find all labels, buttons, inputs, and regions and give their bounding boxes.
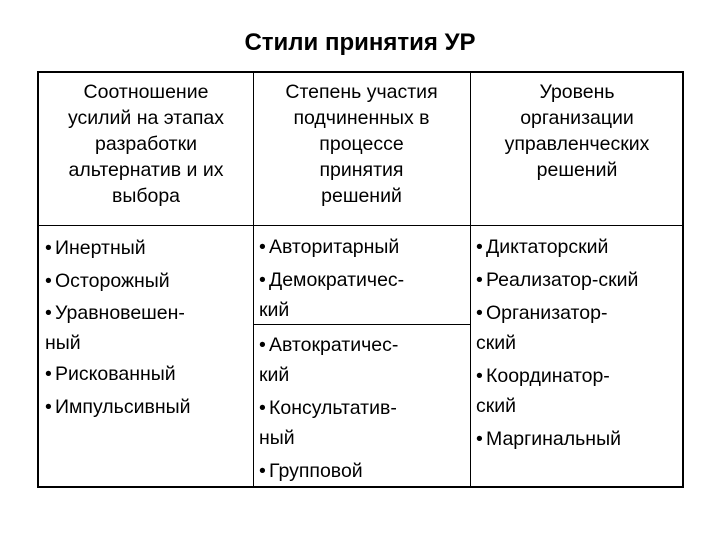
list-item: • Организатор- ский — [476, 302, 608, 354]
header-divider — [39, 225, 682, 226]
header-participation: Степень участия подчиненных в процессе принятия решений — [285, 81, 438, 207]
list-participation-a — [259, 232, 467, 325]
list-item: • Групповой — [259, 460, 363, 482]
list-item: • Импульсивный — [45, 396, 191, 418]
header-organization: Уровень организации управленческих решений — [504, 81, 650, 181]
list-item: • Координатор- ский — [476, 365, 610, 417]
header-effort-ratio: Соотношение усилий на этапах разработки альтернатив и их выбора — [67, 81, 225, 207]
slide-title: Стили принятия УР — [244, 29, 476, 56]
list-item: • Демократичес- кий — [259, 269, 405, 321]
list-item: • Инертный — [45, 237, 146, 259]
list-item: • Диктаторский — [476, 236, 609, 258]
list-item: • Автократичес- кий — [259, 334, 399, 386]
list-item: • Консультатив- ный — [259, 397, 397, 449]
styles-table — [37, 71, 684, 488]
list-item: • Уравновешен- ный — [45, 302, 185, 354]
list-item: • Реализатор-ский — [476, 269, 639, 291]
list-item: • Авторитарный — [259, 236, 400, 258]
list-item: • Рискованный — [45, 363, 176, 385]
list-item: • Маргинальный — [476, 428, 621, 450]
list-participation-b — [259, 330, 467, 486]
list-effort-ratio — [45, 232, 250, 424]
list-item: • Осторожный — [45, 270, 170, 292]
list-organization — [476, 232, 684, 454]
